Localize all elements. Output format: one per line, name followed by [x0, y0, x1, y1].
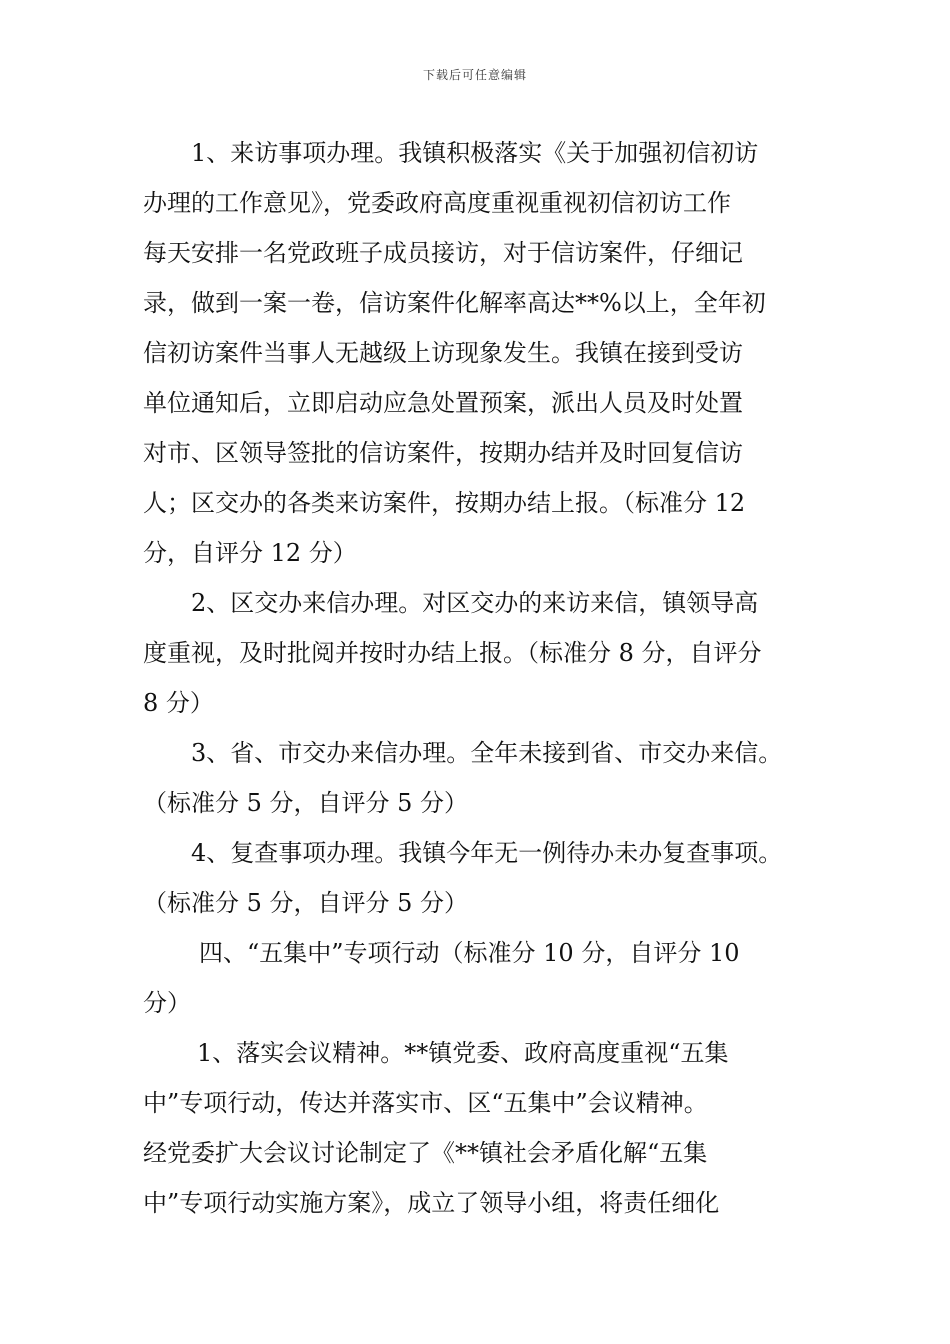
- text-line: 信初访案件当事人无越级上访现象发生。我镇在接到受访: [143, 339, 743, 367]
- text-line: 单位通知后，立即启动应急处置预案，派出人员及时处置: [143, 389, 743, 417]
- text-line: 每天安排一名党政班子成员接访，对于信访案件，仔细记: [143, 239, 743, 267]
- text-line: （标准分 5 分，自评分 5 分）: [143, 789, 469, 817]
- text-line: 2、区交办来信办理。对区交办的来访来信，镇领导高: [191, 589, 759, 617]
- text-line: （标准分 5 分，自评分 5 分）: [143, 889, 469, 917]
- text-line: 1、落实会议精神。**镇党委、政府高度重视“五集: [197, 1039, 729, 1067]
- text-line: 3、省、市交办来信办理。全年未接到省、市交办来信。: [191, 739, 783, 767]
- text-line: 分）: [143, 989, 191, 1017]
- text-line: 办理的工作意见》，党委政府高度重视重视初信初访工作: [143, 189, 731, 217]
- text-line: 8 分）: [143, 689, 214, 717]
- page-header: 下载后可任意编辑: [422, 68, 527, 82]
- text-line: 经党委扩大会议讨论制定了《**镇社会矛盾化解“五集: [143, 1139, 708, 1167]
- text-line: 录，做到一案一卷，信访案件化解率高达**%以上，全年初: [143, 289, 766, 317]
- text-line: 人；区交办的各类来访案件，按期办结上报。（标准分 12: [143, 489, 746, 517]
- text-line: 度重视，及时批阅并按时办结上报。（标准分 8 分，自评分: [143, 639, 762, 667]
- text-line: 1、来访事项办理。我镇积极落实《关于加强初信初访: [191, 139, 759, 167]
- text-line: 中”专项行动，传达并落实市、区“五集中”会议精神。: [143, 1089, 708, 1117]
- text-line: 分，自评分 12 分）: [143, 539, 357, 567]
- text-line: 中”专项行动实施方案》，成立了领导小组，将责任细化: [143, 1189, 720, 1217]
- section-heading-line: 四、“五集中”专项行动（标准分 10 分，自评分 10: [199, 939, 740, 967]
- text-line: 4、复查事项办理。我镇今年无一例待办未办复查事项。: [191, 839, 783, 867]
- document-body: [143, 128, 809, 1228]
- text-line: 对市、区领导签批的信访案件，按期办结并及时回复信访: [143, 439, 743, 467]
